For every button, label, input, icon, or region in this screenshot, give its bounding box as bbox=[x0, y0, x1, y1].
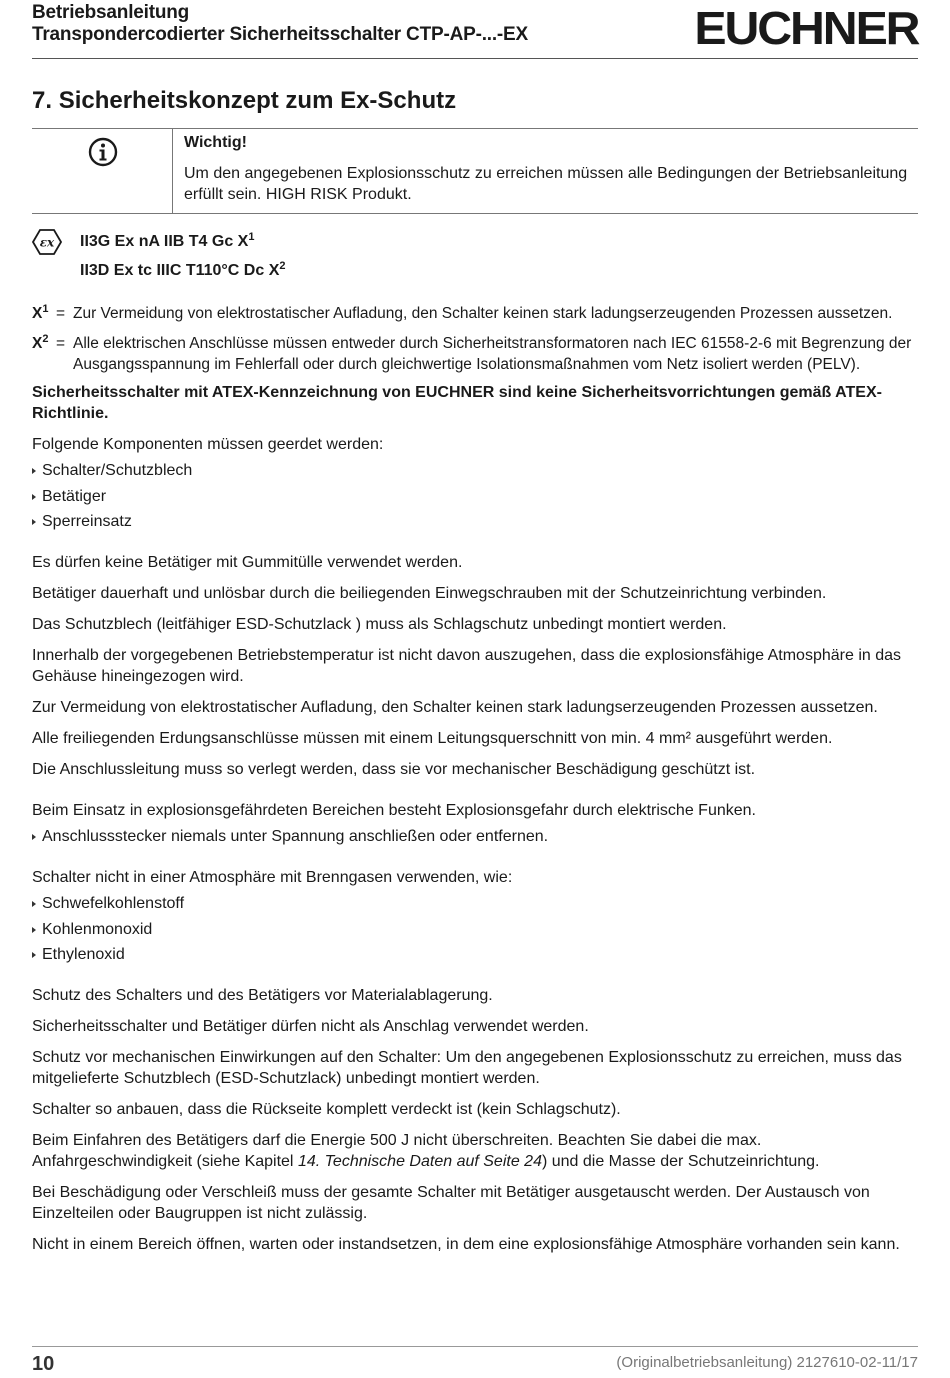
paragraph: Innerhalb der vorgegebenen Betriebstemperatur ist nicht davon auszugehen, dass die explosionsfähige Atmosphäre in das Gehäuse hineingezogen wird. bbox=[32, 647, 902, 685]
body-content bbox=[32, 382, 918, 1265]
list-item: Sperreinsatz bbox=[32, 511, 918, 532]
important-note bbox=[32, 128, 918, 214]
header-title-line1: Betriebsanleitung bbox=[32, 2, 190, 23]
paragraph: Sicherheitsschalter und Betätiger dürfen nicht als Anschlag verwendet werden. bbox=[32, 1018, 589, 1035]
paragraph: Bei Beschädigung oder Verschleiß muss der gesamte Schalter mit Betätiger ausgetauscht werden. Der Austausch von Einzelteilen oder Baugruppen ist nicht zulässig. bbox=[32, 1184, 870, 1222]
list-item: Schalter/Schutzblech bbox=[32, 460, 918, 481]
section-title: Sicherheitskonzept zum Ex-Schutz bbox=[58, 87, 457, 114]
footnote-mark: $X^2$ bbox=[32, 333, 49, 352]
section-heading bbox=[32, 86, 456, 116]
footnote-mark: $X^1$ bbox=[32, 303, 49, 322]
list-item: Kohlenmonoxid bbox=[32, 919, 918, 940]
document-page bbox=[32, 0, 918, 1378]
paragraph: Nicht in einem Bereich öffnen, warten oder instandsetzen, in dem eine explosionsfähige Atmosphäre vorhanden sein kann. bbox=[32, 1236, 900, 1253]
info-icon bbox=[88, 137, 118, 167]
footnote-text: Zur Vermeidung von elektrostatischer Aufladung, den Schalter keinen stark ladungserzeugenden Prozessen aussetzen. bbox=[73, 305, 893, 322]
grounding-intro: Folgende Komponenten müssen geerdet werden: bbox=[32, 436, 384, 453]
note-text: Um den angegebenen Explosionsschutz zu erreichen müssen alle Bedingungen der Betriebsanleitung erfüllt sein. HIGH RISK Produkt. bbox=[184, 165, 908, 203]
header-title-line2: Transpondercodierter Sicherheitsschalter CTP-AP-...-EX bbox=[32, 24, 529, 45]
page-header bbox=[32, 2, 918, 58]
note-box bbox=[172, 129, 918, 213]
list-item: Schwefelkohlenstoff bbox=[32, 893, 918, 914]
ex-marking-gas: II3G Ex nA IIB T4 Gc $X^1$ bbox=[80, 231, 255, 250]
ex-icon bbox=[32, 228, 62, 256]
list-item: Ethylenoxid bbox=[32, 944, 918, 965]
section-number: 7. bbox=[32, 87, 53, 114]
note-title: Wichtig! bbox=[184, 134, 247, 151]
paragraph: Es dürfen keine Betätiger mit Gummitülle verwendet werden. bbox=[32, 554, 463, 571]
atex-note: Sicherheitsschalter mit ATEX-Kennzeichnung von EUCHNER sind keine Sicherheitsvorrichtungen gemäß ATEX-Richtlinie. bbox=[32, 384, 882, 422]
paragraph: Das Schutzblech (leitfähiger ESD-Schutzlack ) muss als Schlagschutz unbedingt montiert werden. bbox=[32, 616, 727, 633]
footnote-x1: $X^1$ = Zur Vermeidung von elektrostatischer Aufladung, den Schalter keinen stark ladungserzeugenden Prozessen aussetzen. bbox=[32, 303, 918, 324]
document-reference: (Originalbetriebsanleitung) 2127610-02-11/17 bbox=[616, 1354, 918, 1371]
footnote-text: Alle elektrischen Anschlüsse müssen entweder durch Sicherheitstransformatoren nach IEC 61558-2-6 mit Begrenzung der Ausgangsspannung im Fehlerfall oder durch gleichwertige Isolationsmaßnahmen vom Netz isoliert werden (PELV). bbox=[73, 335, 912, 373]
chapter-reference: 14. Technische Daten auf Seite 24 bbox=[297, 1153, 542, 1170]
page-number: 10 bbox=[32, 1353, 55, 1375]
ex-marking-dust: II3D Ex tc IIIC T110°C Dc $X^2$ bbox=[80, 260, 286, 279]
gas-list bbox=[32, 893, 918, 965]
paragraph: Schalter so anbauen, dass die Rückseite komplett verdeckt ist (kein Schlagschutz). bbox=[32, 1101, 621, 1118]
paragraph: Betätiger dauerhaft und unlösbar durch die beiliegenden Einwegschrauben mit der Schutzeinrichtung verbinden. bbox=[32, 585, 827, 602]
paragraph: Die Anschlussleitung muss so verlegt werden, dass sie vor mechanischer Beschädigung geschützt ist. bbox=[32, 761, 756, 778]
paragraph: Zur Vermeidung von elektrostatischer Aufladung, den Schalter keinen stark ladungserzeugenden Prozessen aussetzen. bbox=[32, 699, 878, 716]
list-item: Betätiger bbox=[32, 486, 918, 507]
energy-paragraph: Beim Einfahren des Betätigers darf die Energie 500 J nicht überschreiten. Beachten Sie dabei die max. Anfahrgeschwindigkeit (siehe Kapitel 14. Technische Daten auf Seite 24) und die Masse der Schutzeinrichtung. bbox=[32, 1132, 820, 1170]
header-divider bbox=[32, 58, 918, 59]
footer-divider bbox=[32, 1346, 918, 1347]
gas-intro: Schalter nicht in einer Atmosphäre mit Brenngasen verwenden, wie: bbox=[32, 869, 513, 886]
paragraph: Schutz des Schalters und des Betätigers vor Materialablagerung. bbox=[32, 987, 493, 1004]
paragraph: Alle freiliegenden Erdungsanschlüsse müssen mit einem Leitungsquerschnitt von min. 4 mm² ausgeführt werden. bbox=[32, 730, 833, 747]
svg-text:εx: εx bbox=[39, 235, 55, 250]
footnote-x2: $X^2$ = Alle elektrischen Anschlüsse müssen entweder durch Sicherheitstransformatoren nach IEC 61558-2-6 mit Begrenzung der Ausgangsspannung im Fehlerfall oder durch gleichwertige Isolationsmaßnahmen vom Netz isoliert werden (PELV). bbox=[32, 333, 918, 375]
grounding-list bbox=[32, 460, 918, 532]
paragraph: Schutz vor mechanischen Einwirkungen auf den Schalter: Um den angegebenen Explosionsschutz zu erreichen, muss das mitgelieferte Schutzblech (ESD-Schutzlack) unbedingt montiert werden. bbox=[32, 1049, 902, 1087]
euchner-logo: EUCHNER bbox=[693, 2, 918, 54]
spark-intro: Beim Einsatz in explosionsgefährdeten Bereichen besteht Explosionsgefahr durch elektrische Funken. bbox=[32, 802, 756, 819]
list-item: Anschlussstecker niemals unter Spannung anschließen oder entfernen. bbox=[32, 826, 918, 847]
spark-list bbox=[32, 826, 918, 847]
